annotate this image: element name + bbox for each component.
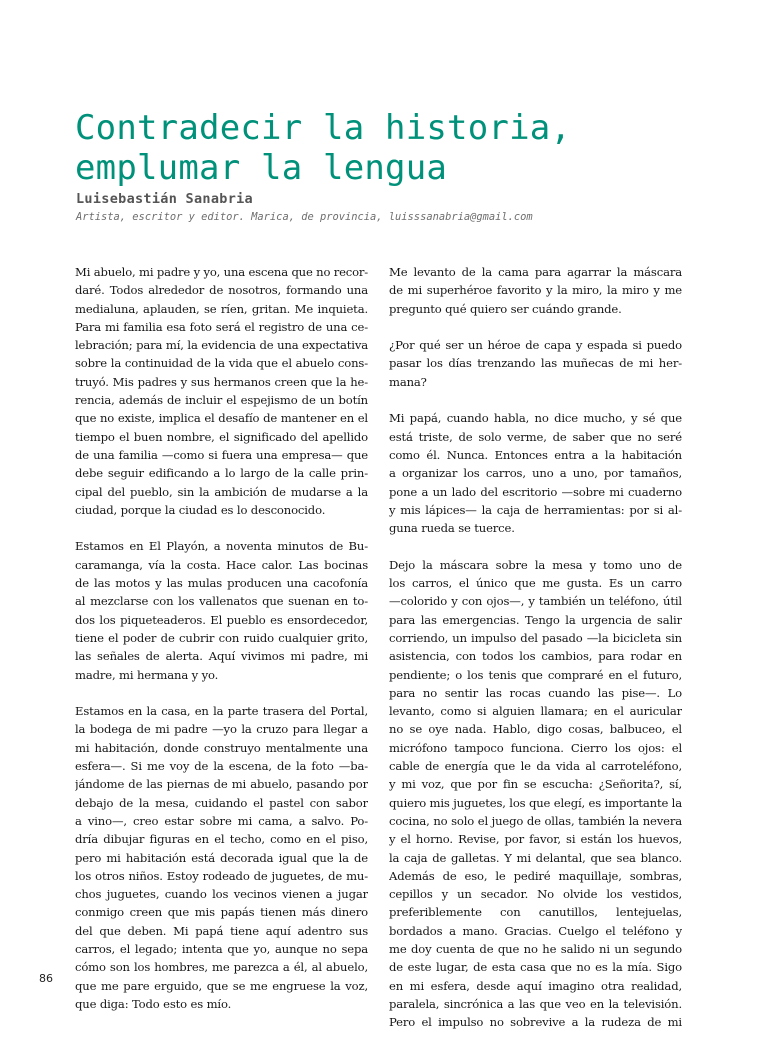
text-line: pendiente; o los tenis que compraré en el futuro,	[389, 667, 682, 682]
text-line: mana?	[389, 374, 427, 389]
text-line: mi habitación, donde construyo mentalmente una	[75, 740, 368, 755]
author-bio: Artista, escritor y editor. Marica, de provincia, luisssanabria@gmail.com	[76, 211, 533, 223]
text-line: cómo son los hombres, me parezca a él, al abuelo,	[75, 960, 368, 975]
text-line: dos los piqueteaderos. El pueblo es ensordecedor,	[75, 612, 368, 627]
text-line: madre, mi hermana y yo.	[75, 667, 219, 682]
text-line: pregunto qué quiero ser cuándo grande.	[389, 301, 622, 316]
text-line: que no existe, implica el desafío de mantener en el	[75, 411, 368, 426]
text-line: paralela, sincrónica a las que veo en la televisión.	[389, 996, 682, 1011]
text-line: carros, el legado; intenta que yo, aunque no sepa	[75, 941, 368, 956]
text-line: a organizar los carros, uno a uno, por tamaños,	[389, 466, 682, 481]
body-paragraph	[75, 263, 368, 519]
text-line: la caja de galletas. Y mi delantal, que sea blanco.	[389, 850, 682, 865]
text-line: chos juguetes, cuando los vecinos vienen a jugar	[75, 887, 368, 902]
text-line: dría dibujar figuras en el techo, como en el piso,	[75, 832, 368, 847]
text-line: asistencia, con todos los cambios, para rodar en	[389, 649, 682, 664]
text-line: Además de eso, le pediré maquillaje, sombras,	[389, 868, 682, 883]
text-line: al mezclarse con los vallenatos que suenan en to-	[75, 594, 368, 609]
body-paragraph	[389, 556, 682, 1032]
text-line: de las motos y las mulas producen una cacofonía	[75, 576, 368, 591]
text-line: Pero el impulso no sobrevive a la rudeza de mi	[389, 1015, 682, 1030]
text-line: cepillos y un secador. No olvide los vestidos,	[389, 887, 682, 902]
text-line: medialuna, aplauden, se ríen, gritan. Me inquieta.	[75, 301, 368, 316]
text-column-right	[389, 263, 682, 1050]
text-line: pasar los días trenzando las muñecas de mi her-	[389, 356, 682, 371]
text-line: Estamos en El Playón, a noventa minutos de Bu-	[75, 539, 368, 554]
text-line: tiene el poder de cubrir con ruido cualquier grito,	[75, 630, 368, 645]
text-line: las señales de alerta. Aquí vivimos mi padre, mi	[75, 649, 368, 664]
text-line: rencia, además de incluir el espejismo de un botín	[75, 393, 368, 408]
text-line: ¿Por qué ser un héroe de capa y espada si puedo	[389, 338, 682, 353]
text-line: jándome de las piernas de mi abuelo, pasando por	[75, 777, 368, 792]
text-line: a vino—, creo estar sobre mi cama, a salvo. Po-	[75, 813, 368, 828]
text-line: Me levanto de la cama para agarrar la máscara	[389, 265, 682, 279]
text-line: guna rueda se tuerce.	[389, 521, 515, 536]
text-line: truyó. Mis padres y sus hermanos creen que la he-	[75, 374, 368, 389]
text-line: micrófono tampoco funciona. Cierro los ojos: el	[389, 740, 682, 755]
text-line: debajo de la mesa, cuidando el pastel con sabor	[75, 795, 368, 810]
text-line: Dejo la máscara sobre la mesa y tomo uno de	[389, 557, 682, 572]
text-line: Estamos en la casa, en la parte trasera del Portal,	[75, 704, 368, 719]
page-number: 86	[39, 972, 53, 985]
text-line: Para mi familia esa foto será el registro de una ce-	[75, 319, 368, 334]
text-line: para las emergencias. Tengo la urgencia de salir	[389, 612, 682, 627]
body-paragraph	[389, 336, 682, 391]
text-line: como él. Nunca. Entonces entra a la habitación	[389, 447, 682, 462]
text-line: no se oye nada. Hablo, digo cosas, balbuceo, el	[389, 722, 682, 737]
text-line: lebración; para mí, la evidencia de una expectativa	[75, 338, 368, 353]
text-line: tiempo el buen nombre, el significado del apellido	[75, 429, 368, 444]
text-line: está triste, de solo verme, de saber que no seré	[389, 429, 682, 444]
title-line: Contradecir la historia,	[75, 108, 572, 148]
body-paragraph	[75, 537, 368, 683]
body-paragraph	[389, 409, 682, 537]
text-line: corriendo, un impulso del pasado —la bicicleta sin	[389, 630, 682, 645]
text-line: cable de energía que le da vida al carroteléfono,	[389, 759, 682, 774]
text-line: —colorido y con ojos—, y también un teléfono, útil	[389, 594, 682, 609]
text-line: preferiblemente con canutillos, lentejuelas,	[389, 905, 682, 920]
text-line: en mi esfera, desde aquí imagino otra realidad,	[389, 978, 682, 993]
text-line: levanto, como si alguien llamara; en el auricular	[389, 704, 682, 719]
author-name: Luisebastián Sanabria	[76, 191, 253, 207]
text-column-left	[75, 263, 368, 1031]
text-line: conmigo creen que mis papás tienen más dinero	[75, 905, 368, 920]
text-line: quiero mis juguetes, los que elegí, es importante la	[389, 795, 682, 810]
article-title	[75, 108, 571, 188]
text-line: cocina, no solo el juego de ollas, también la nevera	[389, 813, 682, 828]
text-line: caramanga, vía la costa. Hace calor. Las bocinas	[75, 557, 368, 572]
text-line: para no sentir las rocas cuando las pise—. Lo	[389, 685, 682, 700]
text-line: los carros, el único que me gusta. Es un carro	[389, 576, 682, 591]
text-line: me doy cuenta de que no he salido ni un segundo	[389, 941, 682, 956]
text-line: y mi voz, que por fin se escucha: ¿Señorita?, sí,	[389, 777, 682, 792]
body-paragraph	[389, 263, 682, 318]
body-paragraph	[75, 702, 368, 1013]
text-line: bordados a mano. Gracias. Cuelgo el teléfono y	[389, 923, 682, 938]
text-line: pero mi habitación está decorada igual que la de	[75, 850, 368, 865]
text-line: ciudad, porque la ciudad es lo desconocido.	[75, 502, 326, 517]
text-line: de mi superhéroe favorito y la miro, la miro y me	[389, 283, 682, 298]
title-line: emplumar la lengua	[75, 148, 448, 188]
text-line: que diga: Todo esto es mío.	[75, 996, 232, 1011]
text-line: y mis lápices— la caja de herramientas: por si al-	[389, 502, 682, 517]
text-line: que me pare erguido, que se me engruese la voz,	[75, 978, 368, 993]
text-line: de este lugar, de esta casa que no es la mía. Sigo	[389, 960, 682, 975]
text-line: daré. Todos alrededor de nosotros, formando una	[75, 283, 368, 298]
text-line: pone a un lado del escritorio —sobre mi cuaderno	[389, 484, 682, 499]
text-line: cipal del pueblo, sin la ambición de mudarse a la	[75, 484, 368, 499]
text-line: Mi abuelo, mi padre y yo, una escena que no recor-	[75, 265, 368, 279]
text-line: la bodega de mi padre —yo la cruzo para llegar a	[75, 722, 368, 737]
text-line: Mi papá, cuando habla, no dice mucho, y sé que	[389, 411, 682, 426]
text-line: de una familia —como si fuera una empresa— que	[75, 447, 368, 462]
text-line: y el horno. Revise, por favor, si están los huevos,	[389, 832, 682, 847]
text-line: del que deben. Mi papá tiene aquí adentro sus	[75, 923, 368, 938]
text-line: esfera—. Si me voy de la escena, de la foto —ba-	[75, 759, 368, 774]
text-line: los otros niños. Estoy rodeado de juguetes, de mu-	[75, 868, 368, 883]
text-line: debe seguir edificando a lo largo de la calle prin-	[75, 466, 368, 481]
text-line: sobre la continuidad de la vida que el abuelo cons-	[75, 356, 368, 371]
